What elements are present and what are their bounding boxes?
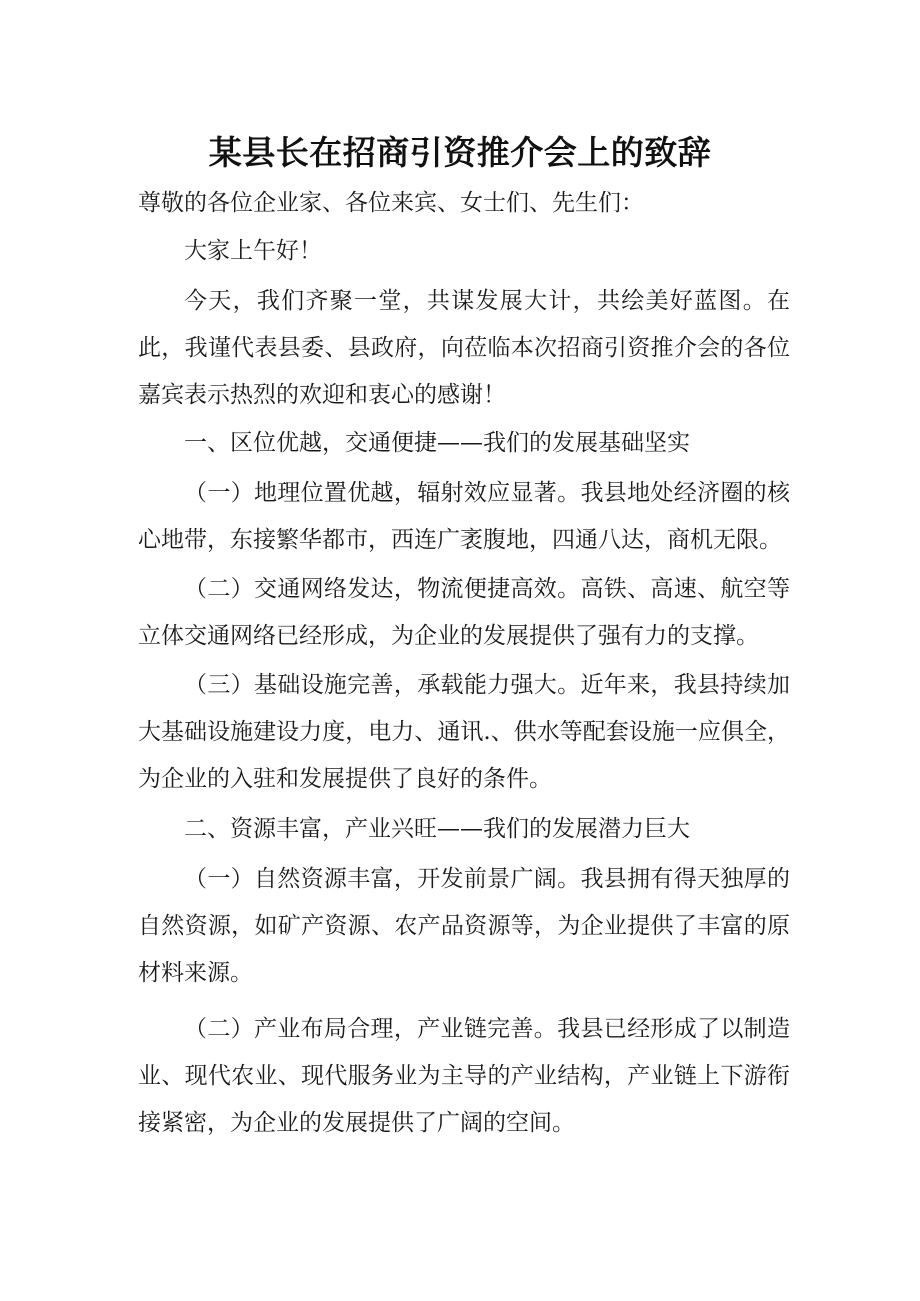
section-1-item-1: （一）地理位置优越，辐射效应显著。我县地处经济圈的核心地带，东接繁华都市，西连广袤腹地，四通八达，商机无限。 xyxy=(138,480,790,553)
section-2-item-1: （一）自然资源丰富，开发前景广阔。我县拥有得天独厚的自然资源，如矿产资源、农产品资源等，为企业提供了丰富的原材料来源。 xyxy=(138,866,790,986)
section-2-item-2: （二）产业布局合理，产业链完善。我县已经形成了以制造业、现代农业、现代服务业为主导的产业结构，产业链上下游衔接紧密，为企业的发展提供了广阔的空间。 xyxy=(138,1016,790,1136)
welcome-paragraph: 今天，我们齐聚一堂，共谋发展大计，共绘美好蓝图。在此，我谨代表县委、县政府，向莅临本次招商引资推介会的各位嘉宾表示热烈的欢迎和衷心的感谢！ xyxy=(138,288,790,408)
greeting: 大家上午好！ xyxy=(184,238,322,264)
salutation: 尊敬的各位企业家、各位来宾、女士们、先生们： xyxy=(138,190,644,216)
section-1-heading: 一、区位优越，交通便捷——我们的发展基础坚实 xyxy=(184,430,690,456)
section-2-heading: 二、资源丰富，产业兴旺——我们的发展潜力巨大 xyxy=(184,816,690,842)
document-title: 某县长在招商引资推介会上的致辞 xyxy=(208,133,712,172)
section-1-item-3: （三）基础设施完善，承载能力强大。近年来，我县持续加大基础设施建设力度，电力、通讯.、供水等配套设施一应俱全，为企业的入驻和发展提供了良好的条件。 xyxy=(138,672,790,792)
section-1-item-2: （二）交通网络发达，物流便捷高效。高铁、高速、航空等立体交通网络已经形成，为企业的发展提供了强有力的支撑。 xyxy=(138,576,790,649)
